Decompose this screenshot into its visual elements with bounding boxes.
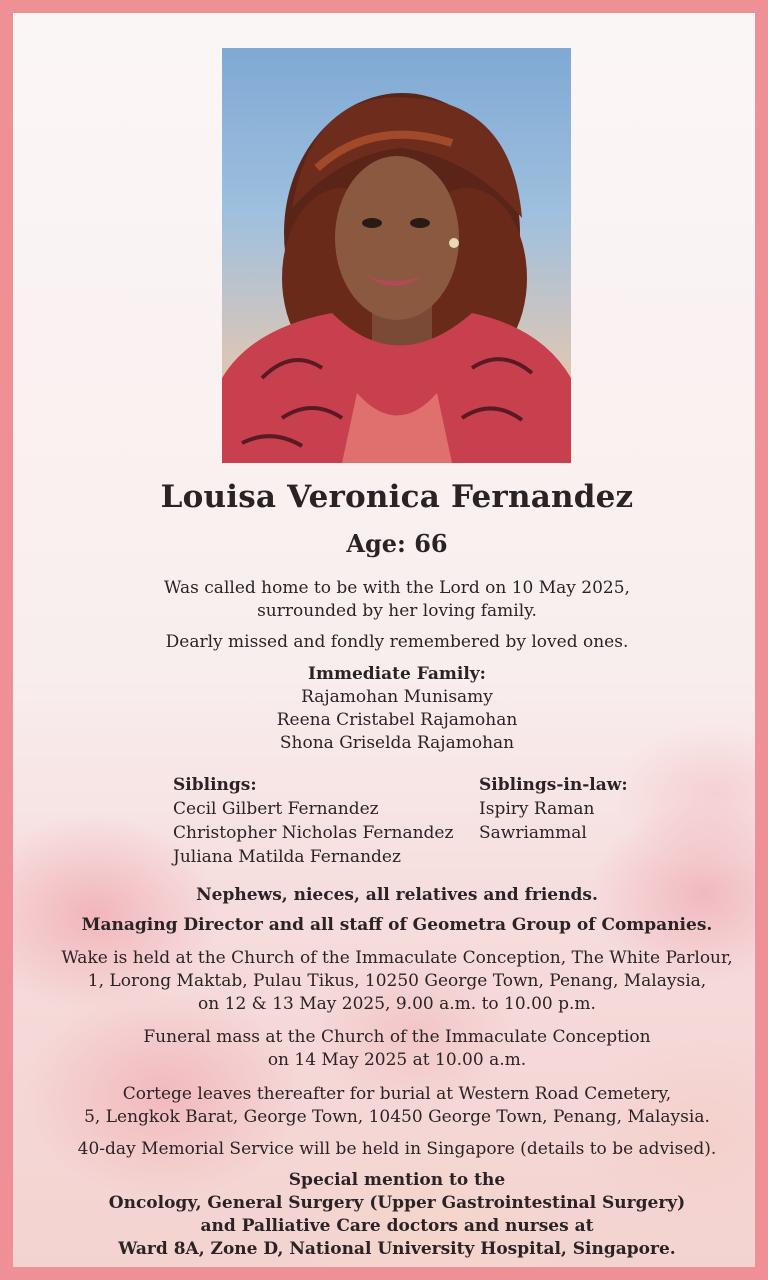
family-member: Shona Griselda Rajamohan [279, 733, 515, 753]
wake-line: Wake is held at the Church of the Immaculate Conception, The White Parlour, [61, 948, 733, 968]
siblings-in-law-heading: Siblings-in-law: [479, 775, 628, 795]
sibling-name: Juliana Matilda Fernandez [173, 847, 401, 867]
nephews-text: Nephews, nieces, all relatives and friends. [196, 885, 598, 905]
portrait-photo [222, 48, 571, 463]
siblings-in-law-section [479, 773, 628, 845]
called-home-line: surrounded by her loving family. [257, 601, 537, 621]
wake-details [13, 947, 768, 1016]
special-mention-line: Oncology, General Surgery (Upper Gastrointestinal Surgery) [108, 1193, 686, 1213]
siblings-heading: Siblings: [173, 775, 257, 795]
wake-line: on 12 & 13 May 2025, 9.00 a.m. to 10.00 p.m. [198, 994, 596, 1014]
deceased-name: Louisa Veronica Fernandez [160, 479, 634, 515]
special-mention-line: Ward 8A, Zone D, National University Hospital, Singapore. [118, 1239, 676, 1259]
wake-line: 1, Lorong Maktab, Pulau Tikus, 10250 George Town, Penang, Malaysia, [87, 971, 707, 991]
family-member: Reena Cristabel Rajamohan [276, 710, 518, 730]
company-text: Managing Director and all staff of Geometra Group of Companies. [81, 915, 713, 935]
family-member: Rajamohan Munisamy [301, 687, 493, 707]
special-mention-line: Special mention to the [288, 1170, 506, 1190]
funeral-line: on 14 May 2025 at 10.00 a.m. [267, 1050, 527, 1070]
called-home-line: Was called home to be with the Lord on 10 May 2025, [164, 578, 630, 598]
cortege-line: 5, Lengkok Barat, George Town, 10450 George Town, Penang, Malaysia. [84, 1107, 710, 1127]
special-mention [13, 1169, 768, 1261]
sibling-name: Cecil Gilbert Fernandez [173, 799, 379, 819]
cortege-line: Cortege leaves thereafter for burial at Western Road Cemetery, [122, 1084, 672, 1104]
sibling-in-law-name: Ispiry Raman [479, 799, 595, 819]
portrait-illustration [222, 48, 571, 463]
sibling-name: Christopher Nicholas Fernandez [173, 823, 454, 843]
cortege-details [13, 1083, 768, 1129]
called-home-text [13, 577, 768, 623]
sibling-in-law-name: Sawriammal [479, 823, 587, 843]
immediate-family-heading: Immediate Family: [308, 664, 486, 684]
special-mention-line: and Palliative Care doctors and nurses at [200, 1216, 594, 1236]
age-label: Age: 66 [346, 529, 448, 558]
funeral-details [13, 1026, 768, 1072]
missed-text: Dearly missed and fondly remembered by loved ones. [165, 632, 629, 652]
memorial-text: 40-day Memorial Service will be held in Singapore (details to be advised). [77, 1139, 717, 1159]
funeral-line: Funeral mass at the Church of the Immaculate Conception [143, 1027, 651, 1047]
immediate-family-section [13, 663, 768, 755]
siblings-section [173, 773, 453, 869]
